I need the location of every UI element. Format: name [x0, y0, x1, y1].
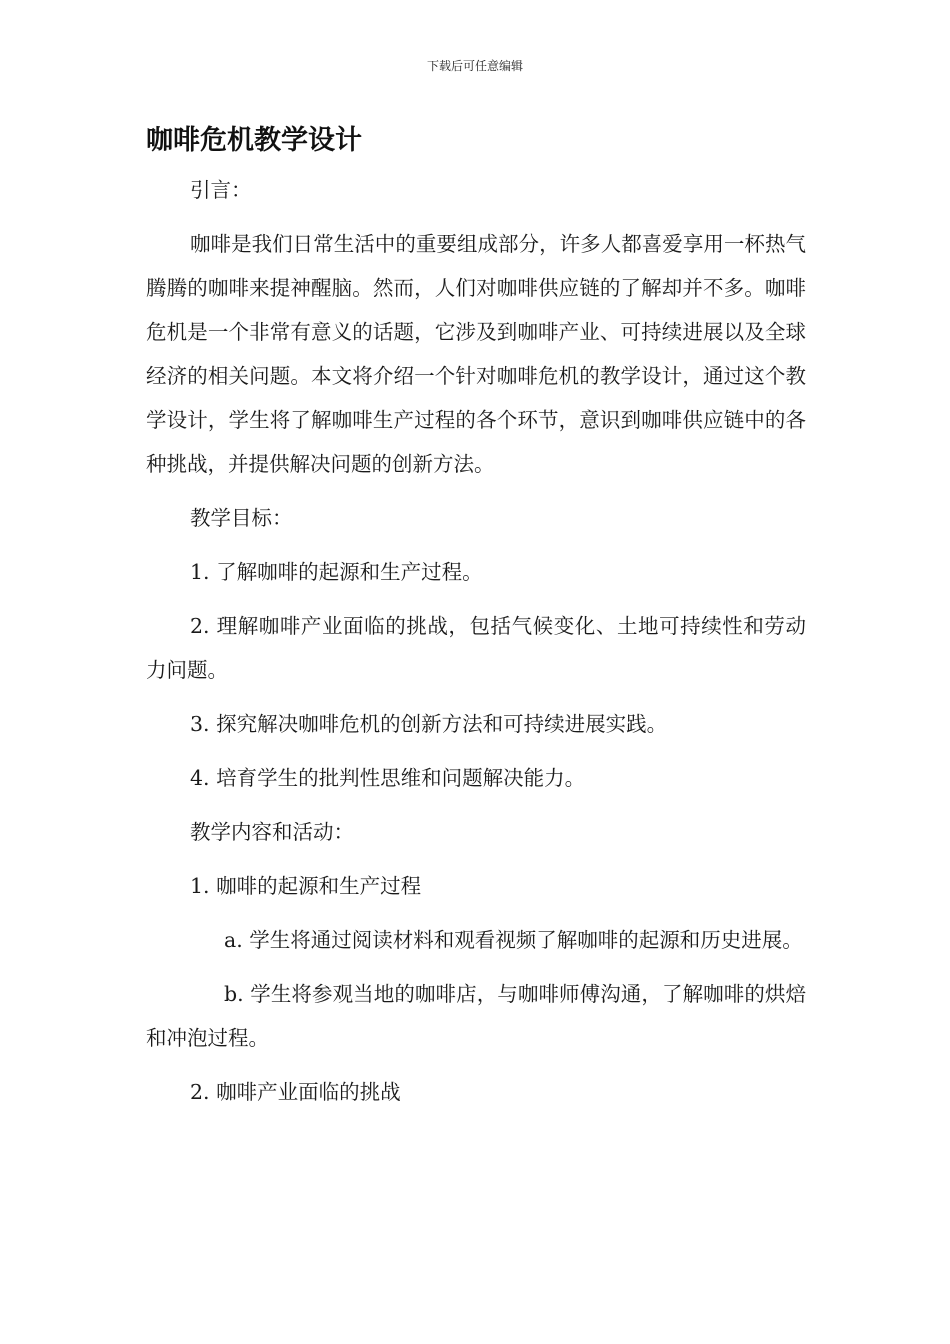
content-subitem-a: a. 学生将通过阅读材料和观看视频了解咖啡的起源和历史进展。	[224, 928, 803, 952]
document-title: 咖啡危机教学设计	[146, 125, 362, 156]
intro-heading: 引言：	[190, 178, 252, 202]
document-body	[146, 168, 806, 1114]
content-subitem-b: b. 学生将参观当地的咖啡店，与咖啡师傅沟通，了解咖啡的烘焙和冲泡过程。	[146, 982, 806, 1050]
objectives-heading: 教学目标：	[190, 506, 293, 530]
objective-item-1: 1. 了解咖啡的起源和生产过程。	[190, 560, 483, 584]
content-heading: 教学内容和活动：	[190, 820, 354, 844]
objective-item-2: 2. 理解咖啡产业面临的挑战，包括气候变化、土地可持续性和劳动力问题。	[146, 614, 806, 682]
objective-item-3: 3. 探究解决咖啡危机的创新方法和可持续进展实践。	[190, 712, 668, 736]
page-header: 下载后可任意编辑	[426, 59, 523, 73]
content-item-2: 2. 咖啡产业面临的挑战	[190, 1080, 401, 1104]
objective-item-4: 4. 培育学生的批判性思维和问题解决能力。	[190, 766, 586, 790]
intro-paragraph: 咖啡是我们日常生活中的重要组成部分，许多人都喜爱享用一杯热气腾腾的咖啡来提神醒脑。然而，人们对咖啡供应链的了解却并不多。咖啡危机是一个非常有意义的话题，它涉及到咖啡产业、可持续进展以及全球经济的相关问题。本文将介绍一个针对咖啡危机的教学设计，通过这个教学设计，学生将了解咖啡生产过程的各个环节，意识到咖啡供应链中的各种挑战，并提供解决问题的创新方法。	[146, 232, 806, 476]
content-item-1: 1. 咖啡的起源和生产过程	[190, 874, 422, 898]
